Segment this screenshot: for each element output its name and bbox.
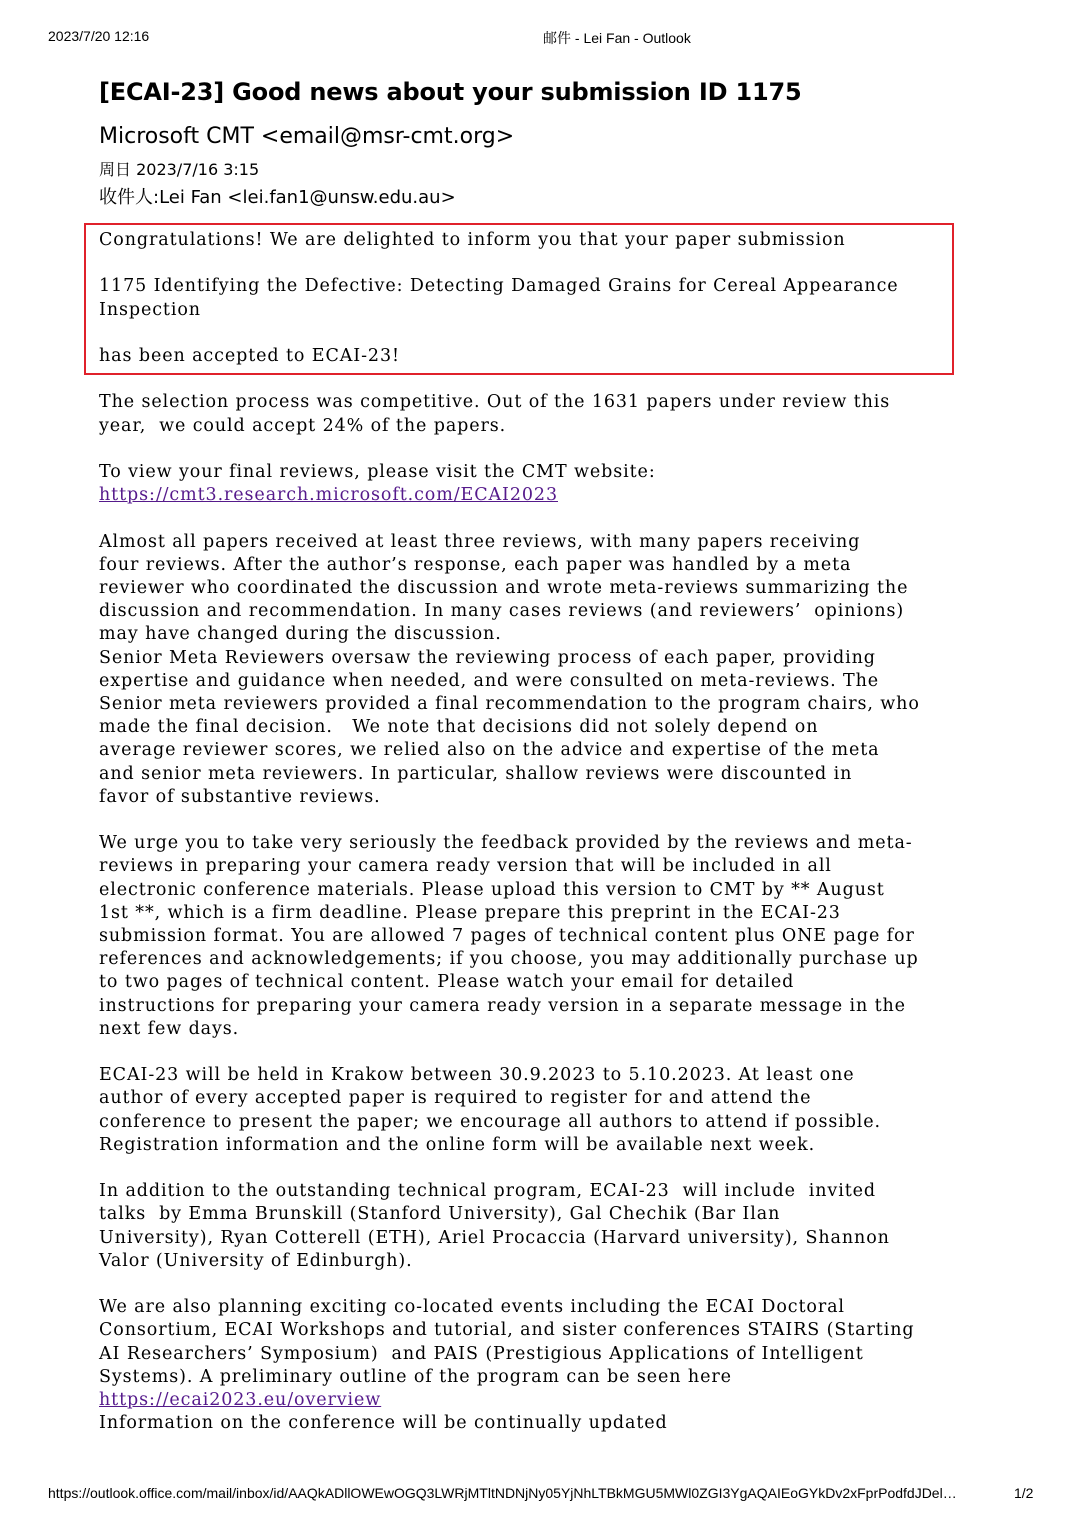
body-text-line: Senior Meta Reviewers oversaw the reviewing process of each paper, providing bbox=[99, 647, 876, 668]
body-text-line: to two pages of technical content. Please watch your email for detailed bbox=[99, 972, 795, 993]
body-link-line bbox=[99, 1389, 999, 1412]
body-link[interactable]: https://cmt3.research.microsoft.com/ECAI2023 bbox=[99, 485, 558, 506]
email-subject: [ECAI-23] Good news about your submission ID 1175 bbox=[99, 78, 802, 106]
body-text-line: To view your final reviews, please visit the CMT website: bbox=[99, 461, 656, 482]
body-text-line: and senior meta reviewers. In particular, shallow reviews were discounted in bbox=[99, 763, 853, 784]
print-footer-url: https://outlook.office.com/mail/inbox/id/AAQkADllOWEwOGQ3LWRjMTltNDNjNy05YjNhLTBkMGU5MWl0ZGI3YgAQAIEoGYkDv2xFprPodfdJDel… bbox=[48, 1485, 957, 1501]
blank-line bbox=[99, 252, 999, 275]
body-text-line: We are also planning exciting co-located events including the ECAI Doctoral bbox=[99, 1297, 845, 1318]
email-body bbox=[99, 229, 999, 1435]
body-text-line: reviewer who coordinated the discussion and wrote meta-reviews summarizing the bbox=[99, 577, 909, 598]
blank-line bbox=[99, 1157, 999, 1180]
body-link[interactable]: https://ecai2023.eu/overview bbox=[99, 1390, 382, 1411]
email-recipient: 收件人:Lei Fan <lei.fan1@unsw.edu.au> bbox=[99, 187, 456, 208]
print-datetime: 2023/7/20 12:16 bbox=[48, 28, 150, 44]
body-text-line: 1175 Identifying the Defective: Detecting Damaged Grains for Cereal Appearance bbox=[99, 276, 899, 297]
body-text-line: talks by Emma Brunskill (Stanford University), Gal Chechik (Bar Ilan bbox=[99, 1204, 781, 1225]
body-text-line: conference to present the paper; we encourage all authors to attend if possible. bbox=[99, 1111, 882, 1132]
body-text-line: ECAI-23 will be held in Krakow between 30.9.2023 to 5.10.2023. At least one bbox=[99, 1065, 855, 1086]
body-link-line bbox=[99, 484, 999, 507]
body-text-line: Registration information and the online form will be available next week. bbox=[99, 1134, 816, 1155]
email-sent-date: 周日 2023/7/16 3:15 bbox=[99, 160, 260, 179]
blank-line bbox=[99, 322, 999, 345]
body-text-line: expertise and guidance when needed, and were consulted on meta-reviews. The bbox=[99, 670, 880, 691]
body-text-line: The selection process was competitive. Out of the 1631 papers under review this bbox=[99, 392, 891, 413]
blank-line bbox=[99, 507, 999, 530]
blank-line bbox=[99, 809, 999, 832]
body-text-line: average reviewer scores, we relied also on the advice and expertise of the meta bbox=[99, 740, 880, 761]
body-text-line: author of every accepted paper is required to register for and attend the bbox=[99, 1088, 812, 1109]
body-text-line: discussion and recommendation. In many cases reviews (and reviewers’ opinions) bbox=[99, 601, 905, 622]
body-text-line: Congratulations! We are delighted to inform you that your paper submission bbox=[99, 230, 846, 250]
body-text-line: four reviews. After the author’s response, each paper was handled by a meta bbox=[99, 554, 852, 575]
blank-line bbox=[99, 368, 999, 391]
body-text-line: 1st **, which is a firm deadline. Please prepare this preprint in the ECAI-23 bbox=[99, 902, 841, 923]
body-text-line: submission format. You are allowed 7 pages of technical content plus ONE page for bbox=[99, 926, 915, 946]
body-text-line: University), Ryan Cotterell (ETH), Ariel Procaccia (Harvard university), Shannon bbox=[99, 1227, 890, 1248]
blank-line bbox=[99, 1273, 999, 1296]
print-window-title: 邮件 - Lei Fan - Outlook bbox=[543, 30, 691, 46]
body-text-line: has been accepted to ECAI-23! bbox=[99, 345, 400, 366]
body-text-line: reviews in preparing your camera ready version that will be included in all bbox=[99, 856, 832, 877]
body-text-line: electronic conference materials. Please upload this version to CMT by ** August bbox=[99, 879, 885, 900]
body-text-line: may have changed during the discussion. bbox=[99, 624, 502, 645]
body-text-line: Almost all papers received at least three reviews, with many papers receiving bbox=[99, 531, 861, 552]
body-text-line: Inspection bbox=[99, 299, 201, 320]
print-page-number: 1/2 bbox=[1014, 1485, 1034, 1501]
body-text-line: year, we could accept 24% of the papers. bbox=[99, 415, 507, 436]
body-text-line: Consortium, ECAI Workshops and tutorial, and sister conferences STAIRS (Starting bbox=[99, 1320, 915, 1341]
body-text-line: In addition to the outstanding technical program, ECAI-23 will include invited bbox=[99, 1181, 876, 1202]
body-text-line: Systems). A preliminary outline of the program can be seen here bbox=[99, 1366, 732, 1387]
body-text-line: references and acknowledgements; if you choose, you may additionally purchase up bbox=[99, 949, 919, 970]
body-text-line: Senior meta reviewers provided a final recommendation to the program chairs, who bbox=[99, 693, 920, 714]
body-text-line: Information on the conference will be continually updated bbox=[99, 1413, 668, 1434]
body-text-line: made the final decision. We note that decisions did not solely depend on bbox=[99, 717, 819, 738]
body-text-line: instructions for preparing your camera ready version in a separate message in the bbox=[99, 995, 906, 1016]
blank-line bbox=[99, 1041, 999, 1064]
body-text-line: favor of substantive reviews. bbox=[99, 786, 381, 807]
email-sender: Microsoft CMT <email@msr-cmt.org> bbox=[99, 124, 515, 149]
body-text-line: Valor (University of Edinburgh). bbox=[99, 1250, 413, 1271]
blank-line bbox=[99, 438, 999, 461]
body-text-line: We urge you to take very seriously the feedback provided by the reviews and meta- bbox=[99, 833, 913, 854]
body-text-line: next few days. bbox=[99, 1018, 240, 1039]
body-text-line: AI Researchers’ Symposium) and PAIS (Prestigious Applications of Intelligent bbox=[99, 1343, 864, 1364]
